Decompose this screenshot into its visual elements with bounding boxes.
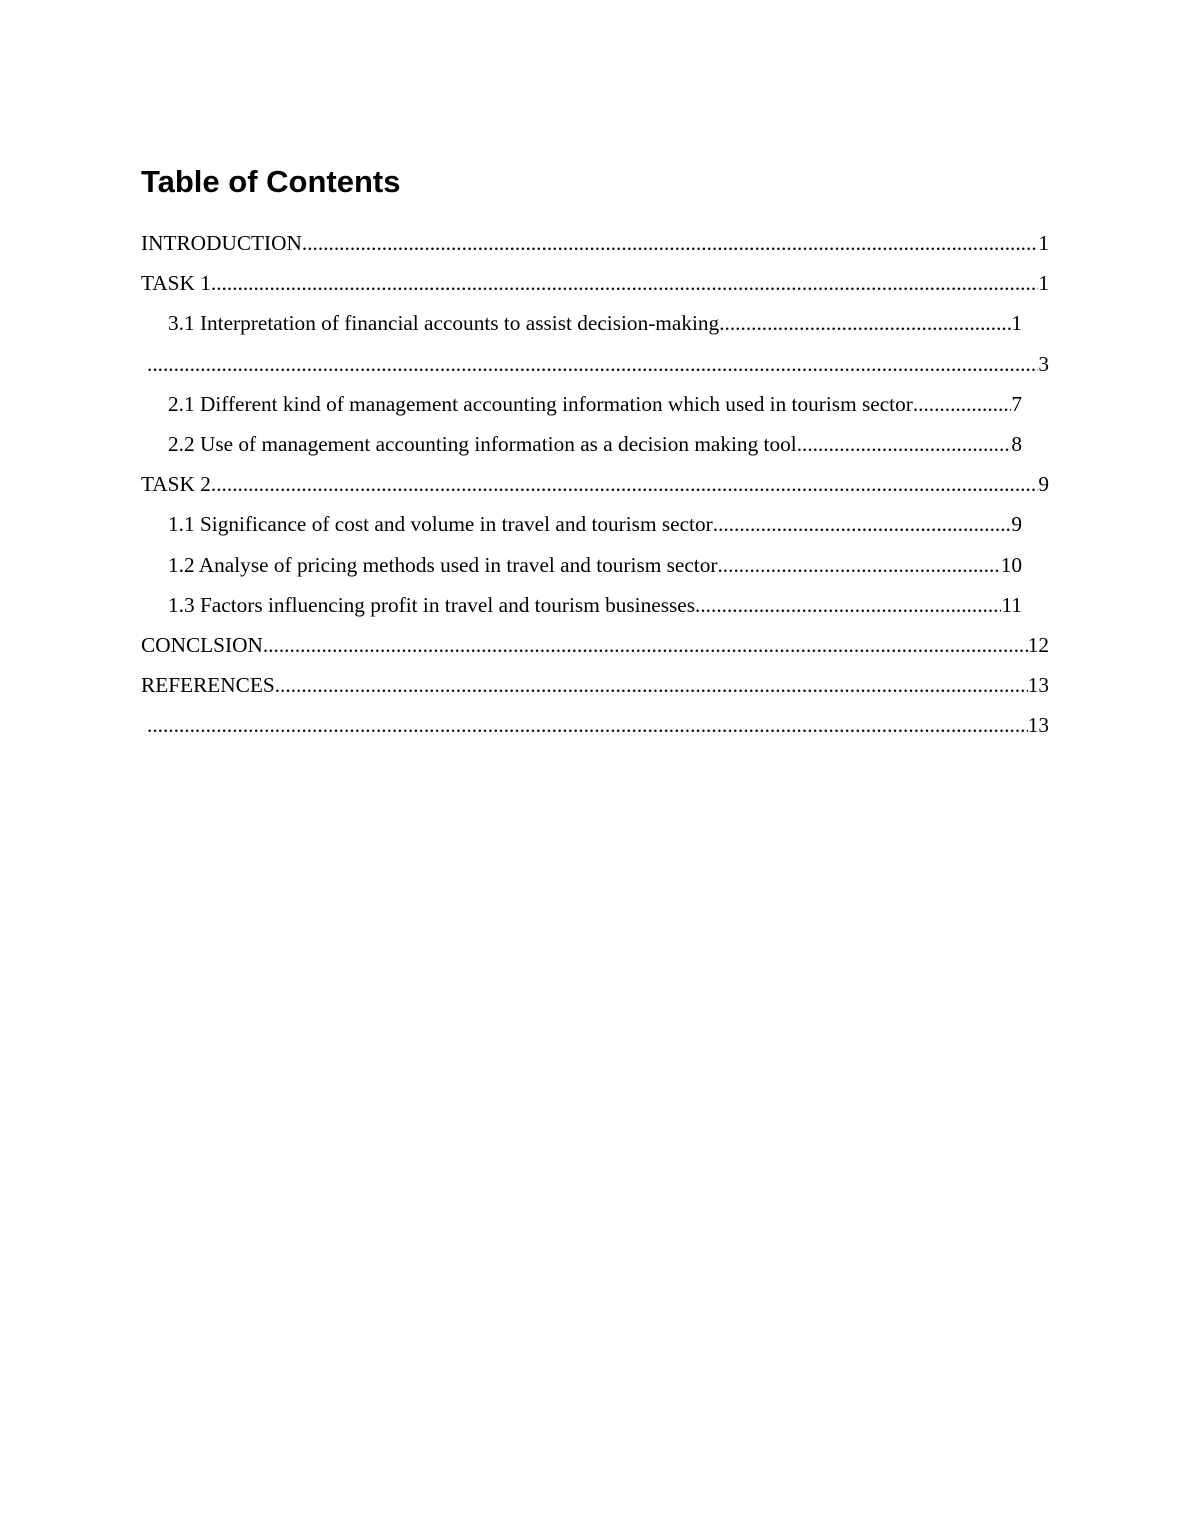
toc-entry-title: 3.1 Interpretation of financial accounts to assist decision-making xyxy=(168,311,720,336)
toc-entry-page: 3 xyxy=(1038,351,1049,376)
toc-entry-page: 7 xyxy=(1011,391,1022,416)
toc-dot-leader xyxy=(275,667,1028,703)
toc-entry-page: 13 xyxy=(1027,673,1049,698)
toc-entry-title: 2.2 Use of management accounting information as a decision making tool xyxy=(168,431,797,456)
toc-entry-title: 1.2 Analyse of pricing methods used in travel and tourism sector xyxy=(168,552,718,577)
toc-entry-conclusion[interactable] xyxy=(141,627,1049,667)
toc-dot-leader xyxy=(797,426,1012,462)
toc-entry-references[interactable] xyxy=(141,667,1049,707)
toc-entry-title: 1.3 Factors influencing profit in travel and tourism businesses xyxy=(168,592,696,617)
toc-dot-leader xyxy=(263,627,1028,663)
toc-entry-title: REFERENCES xyxy=(141,673,275,698)
toc-entry-page: 1 xyxy=(1038,231,1049,255)
toc-entry-title: 2.1 Different kind of management accounting information which used in tourism sector xyxy=(168,391,913,416)
toc-entry-task-2[interactable] xyxy=(141,466,1049,506)
toc-entry-title: TASK 2 xyxy=(141,472,211,497)
toc-entry-1-2[interactable] xyxy=(141,547,1049,587)
toc-entry-page: 13 xyxy=(1027,713,1049,738)
toc-list xyxy=(141,225,1049,747)
toc-entry-introduction[interactable] xyxy=(141,225,1049,265)
toc-entry-1-3[interactable] xyxy=(141,587,1049,627)
toc-dot-leader xyxy=(913,386,1012,422)
toc-dot-leader xyxy=(695,587,1001,623)
toc-dot-leader xyxy=(211,466,1038,502)
toc-entry-page: 10 xyxy=(1000,552,1022,577)
toc-entry-title: TASK 1 xyxy=(141,271,211,296)
toc-dot-leader xyxy=(302,225,1038,261)
toc-dot-leader xyxy=(717,547,1000,583)
toc-entry-page: 1 xyxy=(1038,271,1049,296)
toc-entry-page: 1 xyxy=(1011,311,1022,336)
toc-dot-leader xyxy=(211,265,1038,301)
toc-entry-3-1[interactable] xyxy=(141,305,1049,345)
toc-entry-title: CONCLSION xyxy=(141,632,263,657)
toc-dot-leader xyxy=(147,707,1028,743)
toc-entry-untitled[interactable] xyxy=(141,346,1049,386)
toc-entry-2-2[interactable] xyxy=(141,426,1049,466)
toc-entry-page: 11 xyxy=(1001,592,1022,617)
toc-entry-2-1[interactable] xyxy=(141,386,1049,426)
toc-dot-leader xyxy=(713,506,1012,542)
toc-entry-page: 12 xyxy=(1027,632,1049,657)
toc-dot-leader xyxy=(147,346,1038,382)
toc-entry-untitled[interactable] xyxy=(141,707,1049,747)
toc-dot-leader xyxy=(719,305,1011,341)
toc-entry-title: INTRODUCTION xyxy=(141,231,302,255)
toc-entry-1-1[interactable] xyxy=(141,506,1049,546)
toc-heading: Table of Contents xyxy=(141,164,401,199)
toc-entry-task-1[interactable] xyxy=(141,265,1049,305)
toc-entry-page: 9 xyxy=(1011,512,1022,537)
toc-entry-page: 9 xyxy=(1038,472,1049,497)
toc-entry-page: 8 xyxy=(1011,431,1022,456)
toc-entry-title: 1.1 Significance of cost and volume in travel and tourism sector xyxy=(168,512,713,537)
